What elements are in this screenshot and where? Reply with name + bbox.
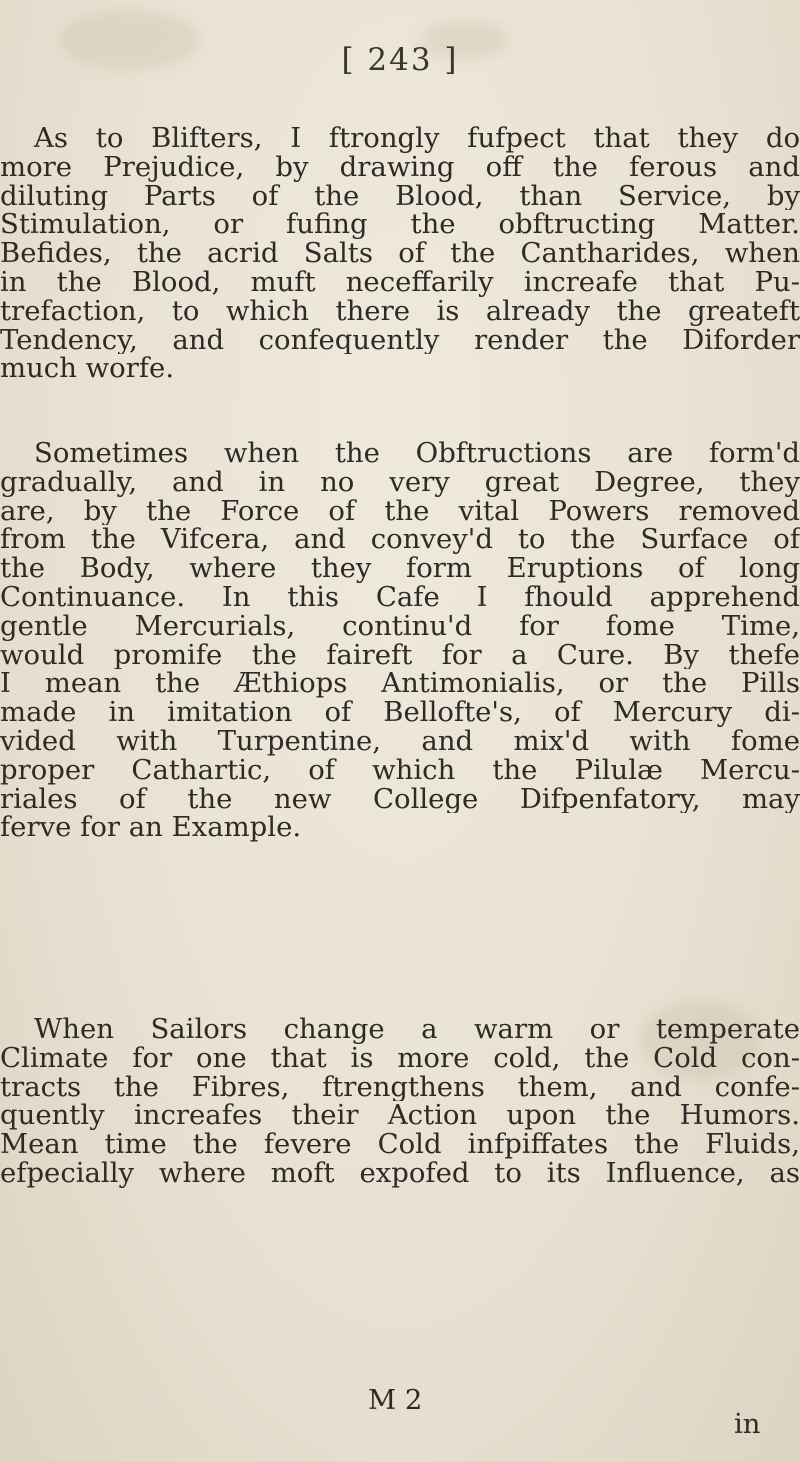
- text-line: from the Vifcera, and convey'd to the Surface of: [0, 525, 800, 555]
- text-line: proper Cathartic, of which the Pilulæ Mercu-: [0, 755, 800, 785]
- page-footer: [0, 1384, 800, 1440]
- paragraph-1: [0, 124, 800, 383]
- page-number: [ 243 ]: [341, 42, 459, 78]
- text-line: As to Blifters, I ftrongly fufpect that they do: [34, 124, 800, 153]
- paragraph-2: [0, 439, 800, 842]
- text-line: vided with Turpentine, and mix'd with fome: [0, 726, 800, 756]
- text-line: Continuance. In this Cafe I fhould apprehend: [0, 582, 800, 612]
- catchword: in: [734, 1408, 761, 1440]
- text-line: in the Blood, muft neceffarily increafe that Pu-: [0, 267, 800, 297]
- text-line: the Body, where they form Eruptions of long: [0, 554, 800, 583]
- paragraph-3: [0, 1015, 800, 1188]
- text-line: When Sailors change a warm or temperate: [34, 1015, 800, 1044]
- text-line: Climate for one that is more cold, the Cold con-: [0, 1043, 800, 1073]
- text-line: gradually, and in no very great Degree, they: [0, 467, 800, 497]
- text-line: gentle Mercurials, continu'd for fome Time,: [0, 611, 800, 641]
- text-line: quently increafes their Action upon the Humors.: [0, 1101, 800, 1131]
- text-line: Stimulation, or fufing the obftructing Matter.: [0, 210, 800, 240]
- text-line: made in imitation of Bellofte's, of Mercury di-: [0, 698, 800, 727]
- text-line: diluting Parts of the Blood, than Service, by: [0, 181, 800, 211]
- text-line: more Prejudice, by drawing off the ferous and: [0, 152, 800, 182]
- text-line: Befides, the acrid Salts of the Cantharides, when: [0, 239, 800, 268]
- text-line: efpecially where moft expofed to its Influence, as: [0, 1158, 800, 1188]
- text-line: trefaction, to which there is already the greateft: [0, 296, 800, 326]
- text-line: Sometimes when the Obftructions are form'd: [34, 439, 800, 468]
- text-line: Mean time the fevere Cold infpiffates the Fluids,: [0, 1130, 800, 1159]
- text-line: ferve for an Example.: [0, 813, 302, 843]
- signature-mark: M 2: [368, 1384, 423, 1416]
- text-line: would promife the faireft for a Cure. By thefe: [0, 640, 800, 670]
- text-line: much worfe.: [0, 354, 175, 384]
- text-line: tracts the Fibres, ftrengthens them, and confe-: [0, 1072, 800, 1102]
- text-line: Tendency, and confequently render the Diforder: [0, 325, 800, 355]
- text-line: are, by the Force of the vital Powers removed: [0, 496, 800, 526]
- text-line: I mean the Æthiops Antimonialis, or the Pills: [0, 669, 800, 699]
- text-line: riales of the new College Difpenfatory, may: [0, 784, 800, 814]
